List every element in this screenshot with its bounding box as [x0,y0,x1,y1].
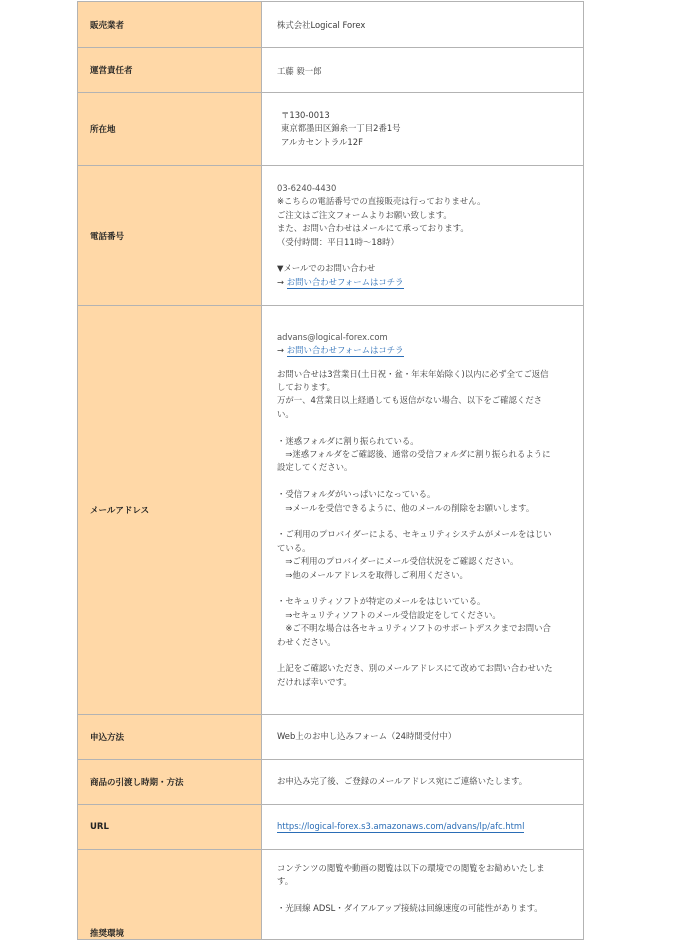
spacer [277,649,573,662]
email-case: ている。 [277,542,311,553]
address-street: 東京都墨田区錦糸一丁目2番1号 [281,123,401,134]
spacer [277,582,573,595]
value-email [262,306,584,715]
value-seller: 株式会社Logical Forex [262,2,584,48]
label-phone: 電話番号 [78,166,262,306]
phone-note: ※こちらの電話番号での直接販売は行っておりません。 [277,196,486,207]
email-case: ⇒ご利用のプロバイダーにメール受信状況をご確認ください。 [277,556,519,567]
phone-number: 03-6240-4430 [277,182,337,193]
email-case: ⇒他のメールアドレスを取得しご利用ください。 [277,569,468,580]
email-case: 設定してください。 [277,462,353,473]
row-seller [78,2,584,48]
email-text: い。 [277,408,294,419]
label-delivery: 商品の引渡し時期・方法 [78,760,262,805]
phone-note: （受付時間：平日11時～18時） [277,236,399,247]
value-delivery: お申込み完了後、ご登録のメールアドレス宛にご連絡いたします。 [262,760,584,805]
email-form-link-line [277,344,573,357]
row-delivery [78,760,584,805]
value-env [262,850,584,940]
phone-note: ご注文はご注文フォームよりお願い致します。 [277,209,452,220]
label-apply: 申込方法 [78,715,262,760]
arrow-icon: → [277,276,285,287]
email-case: ・迷惑フォルダに割り振られている。 [277,435,419,446]
value-address [262,93,584,166]
row-env [78,850,584,940]
label-manager: 運営責任者 [78,48,262,93]
inquiry-form-link[interactable]: お問い合わせフォームはコチラ [286,345,404,356]
legal-info-table [77,1,584,940]
phone-note: また、お問い合わせはメールにて承っております。 [277,223,469,234]
spacer [277,249,573,262]
value-apply: Web上のお申し込みフォーム（24時間受付中） [262,715,584,760]
email-case: ・受信フォルダがいっぱいになっている。 [277,489,436,500]
row-address [78,93,584,166]
email-case: ※ご不明な場合は各セキュリティソフトのサポートデスクまでお問い合 [277,623,551,634]
row-apply [78,715,584,760]
email-case: ・セキュリティソフトが特定のメールをはじいている。 [277,596,486,607]
email-text: しております。 [277,381,335,392]
label-seller: 販売業者 [78,2,262,48]
arrow-icon: → [277,345,285,356]
phone-form-link-line [277,276,573,289]
email-address: advans@logical-forex.com [277,331,388,342]
email-closing: だければ幸いです。 [277,676,352,687]
row-manager [78,48,584,93]
value-url [262,805,584,850]
label-env: 推奨環境 [78,850,262,940]
row-email [78,306,584,715]
label-address: 所在地 [78,93,262,166]
address-building: アルカセントラル12F [281,136,363,147]
email-case: ⇒迷惑フォルダをご確認後、通常の受信フォルダに割り振られるように [277,448,551,459]
spacer [277,889,573,902]
env-text: コンテンツの閲覧や動画の閲覧は以下の環境での閲覧をお勧めいたしま [277,863,545,873]
label-email: メールアドレス [78,306,262,715]
email-text: お問い合せは3営業日(土日祝・盆・年末年始除く)以内に必ず全てご返信 [277,368,549,379]
spacer [277,515,573,528]
mail-inquiry-heading: ▼メールでのお問い合わせ [277,263,376,274]
email-case: ・ご利用のプロバイダーによる、セキュリティシステムがメールをはじい [277,529,552,540]
value-phone [262,166,584,306]
spacer [277,421,573,434]
env-text: す。 [277,876,294,887]
email-case: ⇒セキュリティソフトのメール受信設定をしてください。 [277,609,501,620]
email-case: ⇒メールを受信できるように、他のメールの削除をお願いします。 [277,502,535,513]
spacer [277,358,573,368]
email-case: わせください。 [277,636,336,647]
row-url [78,805,584,850]
inquiry-form-link[interactable]: お問い合わせフォームはコチラ [286,276,404,287]
email-closing: 上記をご確認いただき、別のメールアドレスにて改めてお問い合わせいた [277,663,553,674]
value-manager: 工藤 毅一郎 [262,48,584,93]
label-url: URL [78,805,262,850]
spacer [277,475,573,488]
row-phone [78,166,584,306]
env-item: ・光回線 ADSL・ダイアルアップ接続は回線速度の可能性があります。 [277,903,543,914]
address-postal: 〒130-0013 [281,109,330,120]
email-text: 万が一、4営業日以上経過しても返信がない場合、以下をご確認くださ [277,395,542,406]
site-url-link[interactable]: https://logical-forex.s3.amazonaws.com/advans/lp/afc.html [277,821,525,832]
